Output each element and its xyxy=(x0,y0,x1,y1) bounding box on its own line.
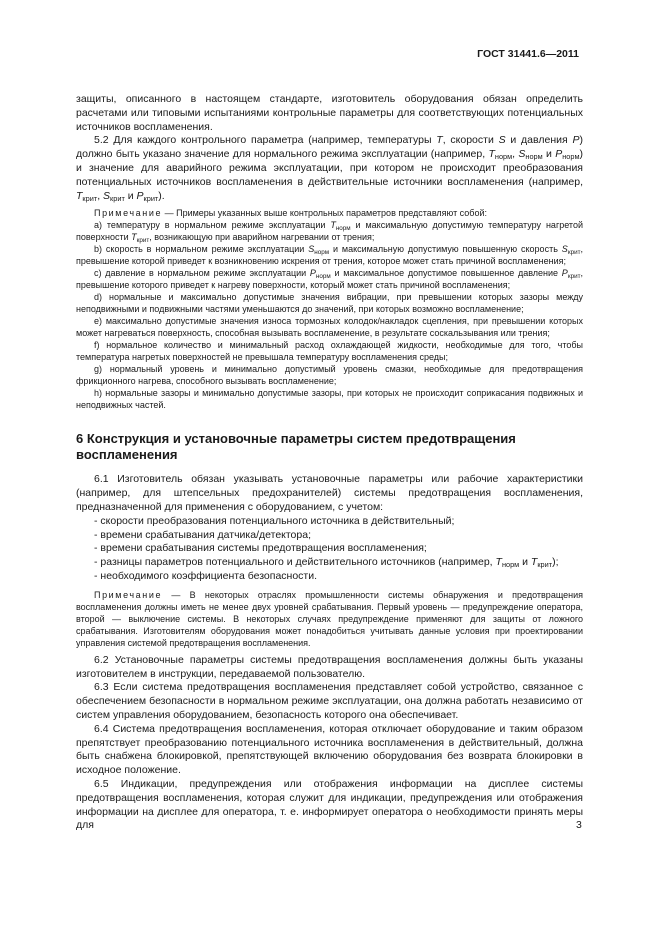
list-item: - времени срабатывания датчика/детектора; xyxy=(94,528,311,541)
paragraph-5-2: 5.2 Для каждого контрольного параметра (например, температуры T, скорости S и давления P) должно быть указано значение для нормального режима эксплуатации (например, $T_{норм}$, $S_{норм}$ и $P_{норм}$) и значение для аварийного режима эксплуатации, при котором не происходит преобразования потенциальных источников воспламенения в действительные источники воспламенения (например, $T_{крит}$, $S_{крит}$ и $P_{крит}$). xyxy=(76,134,583,203)
page-content xyxy=(76,93,583,833)
note-1-intro: Примечание — Примеры указанных выше контрольных параметров представляют собой: xyxy=(94,208,487,219)
note-1-item-f: f) нормальное количество и минимальный расход охлаждающей жидкости, необходимые для того, чтобы температура нагретых поверхностей не превышала температуру воспламенения среды; xyxy=(76,340,583,363)
note-1-item-h: h) нормальные зазоры и минимально допустимые зазоры, при которых не происходит соприкасания подвижных и неподвижных частей. xyxy=(76,388,583,411)
note-1-item-d: d) нормальные и максимально допустимые значения вибрации, при превышении которых зазоры между неподвижными и подвижными частями уменьшаются до значений, при которых возможно воспламенение; xyxy=(76,292,583,315)
note-1-item-c: c) давление в нормальном режиме эксплуатации $P_{норм}$ и максимальное допустимое повышенное давление $P_{крит}$, превышение которого приведет к нагреву поверхности, который может стать причиной воспламенения; xyxy=(76,268,583,291)
note-1-item-e: e) максимально допустимые значения износа тормозных колодок/накладок сцепления, при превышении которых может нагреваться поверхность, способная вызывать воспламенение, в результате соскальзывания или трения; xyxy=(76,316,583,339)
list-item: - разницы параметров потенциального и действительного источников (например, $T_{норм}$ и $T_{крит}$); xyxy=(94,556,559,570)
paragraph-continuation: защиты, описанного в настоящем стандарте, изготовитель оборудования обязан определить расчетами или типовыми испытаниями контрольные параметры для соответствующих потенциальных источников воспламенения. xyxy=(76,93,583,133)
list-item: - скорости преобразования потенциального источника в действительный; xyxy=(94,514,455,527)
document-number: ГОСТ 31441.6—2011 xyxy=(477,48,579,60)
paragraph-6-5: 6.5 Индикации, предупреждения или отображения информации на дисплее системы предотвращения воспламенения, которая служит для индикации, предупреждения или отображения информации на дисплее для оператора, т. е. информирует оператора о необходимости принять меры для xyxy=(76,777,583,832)
list-item: - времени срабатывания системы предотвращения воспламенения; xyxy=(94,542,427,555)
note-1-item-a: a) температуру в нормальном режиме эксплуатации $T_{норм}$ и максимальную допустимую температуру нагретой поверхности $T_{крит}$, возникающую при аварийном нагревании от трения; xyxy=(76,220,583,245)
note-2: Примечание — В некоторых отраслях промышленности системы обнаружения и предотвращения воспламенения должны иметь не менее двух уровней срабатывания. Первый уровень — предупреждение оператора, второй — выключение системы. В некоторых случаях предупреждение применяют для защиты от ложного срабатывания. Изготовителям оборудования может понадобиться учитывать данные условия при проектировании управления системой предотвращения воспламенения. xyxy=(76,589,583,648)
paragraph-6-2: 6.2 Установочные параметры системы предотвращения воспламенения должны быть указаны изготовителем в инструкции, передаваемой пользователю. xyxy=(76,653,583,680)
page-number: 3 xyxy=(576,819,582,831)
paragraph-6-3: 6.3 Если система предотвращения воспламенения представляет собой устройство, связанное с обеспечением безопасности в нормальном режиме эксплуатации, она должна работать независимо от систем управления оборудованием, безопасность которого она обеспечивает. xyxy=(76,681,583,721)
paragraph-6-1: 6.1 Изготовитель обязан указывать установочные параметры или рабочие характеристики (например, для штепсельных предохранителей) системы предотвращения воспламенения, предназначенной для применения с оборудованием, с учетом: xyxy=(76,473,583,513)
list-item: - необходимого коэффициента безопасности. xyxy=(94,569,318,582)
paragraph-6-4: 6.4 Система предотвращения воспламенения, которая отключает оборудование и таким образом препятствует преобразованию потенциального источника воспламенения в действительный, должна быть снабжена блокировкой, препятствующей включению оборудования без возврата блокировки в исходное положение. xyxy=(76,722,583,777)
section-6-heading: 6 Конструкция и установочные параметры систем предотвращения воспламенения xyxy=(76,431,516,462)
note-1-item-g: g) нормальный уровень и минимально допустимый уровень смазки, необходимые для предотвращения фрикционного нагрева, способного вызывать воспламенение; xyxy=(76,364,583,387)
note-1-item-b: b) скорость в нормальном режиме эксплуатации $S_{норм}$ и максимальную допустимую повышенную скорость $S_{крит}$, превышение которой приведет к возникновению искрения от трения, которое может стать причиной воспламенения; xyxy=(76,244,583,267)
